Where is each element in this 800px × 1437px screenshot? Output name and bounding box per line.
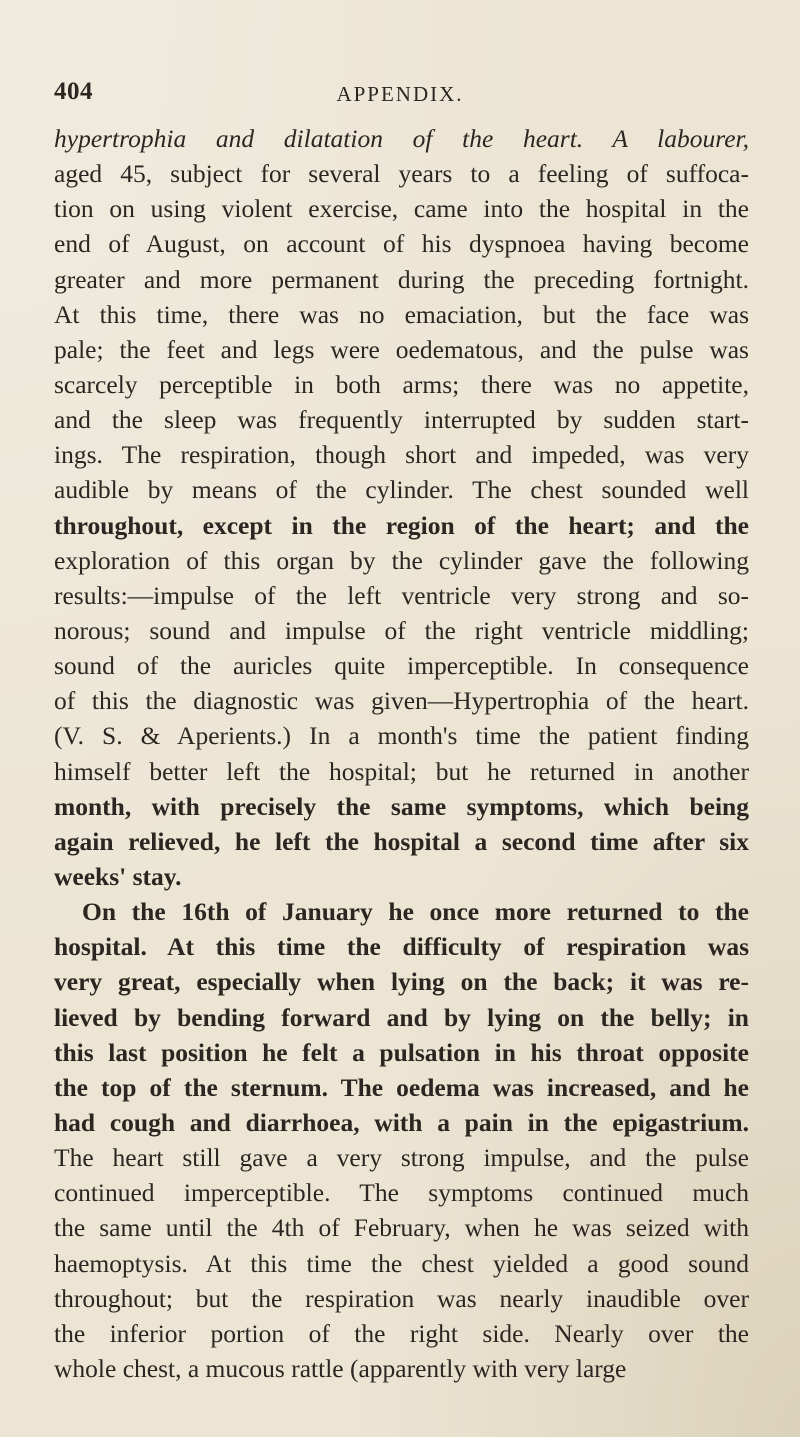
- text-line: continued imperceptible. The symptoms continued much: [54, 1178, 749, 1208]
- text-line: On the 16th of January he once more returned to the: [82, 897, 749, 927]
- text-line: results:—impulse of the left ventricle very strong and so-: [54, 580, 749, 610]
- text-line: hypertrophia and dilatation of the heart. A labourer,: [54, 124, 749, 153]
- text-line: audible by means of the cylinder. The chest sounded well: [54, 475, 749, 505]
- text-line: scarcely perceptible in both arms; there was no appetite,: [54, 369, 749, 399]
- text-line: again relieved, he left the hospital a second time after six: [54, 826, 749, 856]
- text-line: exploration of this organ by the cylinder gave the following: [54, 545, 749, 575]
- page-number: 404: [54, 78, 93, 105]
- text-line: the inferior portion of the right side. Nearly over the: [54, 1318, 749, 1348]
- text-line: the same until the 4th of February, when he was seized with: [54, 1213, 749, 1243]
- text-line: sound of the auricles quite imperceptible. In consequence: [54, 651, 749, 681]
- text-line: very great, especially when lying on the back; it was re-: [54, 967, 749, 997]
- text-line: (V. S. & Aperients.) In a month's time the patient finding: [54, 721, 749, 751]
- text-line: The heart still gave a very strong impulse, and the pulse: [54, 1143, 749, 1173]
- text-line: aged 45, subject for several years to a feeling of suffoca-: [54, 159, 749, 189]
- text-line: hospital. At this time the difficulty of respiration was: [54, 932, 749, 962]
- text-line: norous; sound and impulse of the right ventricle middling;: [54, 615, 749, 645]
- text-line: and the sleep was frequently interrupted by sudden start-: [54, 405, 749, 435]
- text-line: lieved by bending forward and by lying on the belly; in: [54, 1002, 749, 1032]
- running-head: APPENDIX.: [336, 82, 464, 106]
- text-line: whole chest, a mucous rattle (apparently with very large: [54, 1353, 627, 1383]
- text-line: ings. The respiration, though short and impeded, was very: [54, 440, 749, 470]
- text-line: the top of the sternum. The oedema was increased, and he: [54, 1072, 749, 1102]
- text-line: greater and more permanent during the preceding fortnight.: [54, 264, 749, 294]
- text-line: of this the diagnostic was given—Hypertrophia of the heart.: [54, 686, 749, 716]
- text-line: end of August, on account of his dyspnoea having become: [54, 229, 749, 259]
- text-line: At this time, there was no emaciation, but the face was: [54, 299, 749, 329]
- body-text: [54, 121, 749, 1386]
- text-line: himself better left the hospital; but he returned in another: [54, 756, 749, 786]
- text-line: weeks' stay.: [54, 861, 182, 891]
- text-line: haemoptysis. At this time the chest yielded a good sound: [54, 1248, 749, 1278]
- text-line: month, with precisely the same symptoms, which being: [54, 791, 749, 821]
- text-line: had cough and diarrhoea, with a pain in the epigastrium.: [54, 1107, 749, 1137]
- text-line: tion on using violent exercise, came into the hospital in the: [54, 194, 749, 224]
- text-line: throughout, except in the region of the heart; and the: [54, 510, 749, 540]
- text-line: this last position he felt a pulsation in his throat opposite: [54, 1037, 749, 1067]
- text-line: throughout; but the respiration was nearly inaudible over: [54, 1283, 749, 1313]
- text-line: pale; the feet and legs were oedematous, and the pulse was: [54, 334, 749, 364]
